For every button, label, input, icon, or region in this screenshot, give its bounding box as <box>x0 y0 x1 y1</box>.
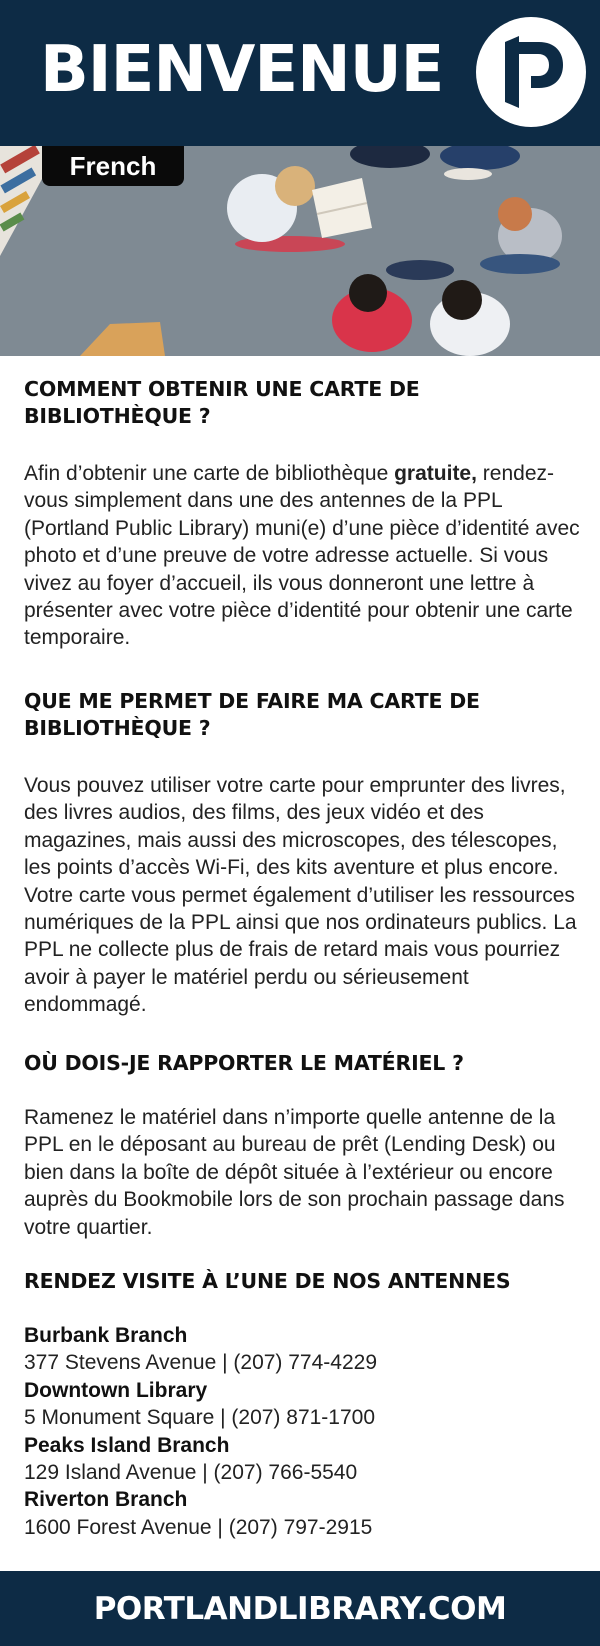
branch-item <box>24 1322 377 1377</box>
body-text: rendez-vous simplement dans une des antennes de la PPL (Portland Public Library) muni(e) d’une pièce d’identité avec photo et d’une preuve de votre adresse actuelle. Si vous vivez au foyer d’accueil, ils vous donneront une lettre à présenter avec votre pièce d’identité pour obtenir une carte temporaire. <box>24 462 580 650</box>
page-title: BIENVENUE <box>40 33 444 107</box>
branch-name: Burbank Branch <box>24 1324 188 1347</box>
branch-item <box>24 1486 377 1541</box>
section-heading-get-card: COMMENT OBTENIR UNE CARTE DE BIBLIOTHÈQUE ? <box>24 377 420 428</box>
section-body-get-card <box>24 460 580 652</box>
branch-list <box>24 1322 377 1541</box>
branch-name: Downtown Library <box>24 1378 208 1402</box>
branch-name: Riverton Branch <box>24 1488 188 1512</box>
section-heading-return-items: OÙ DOIS-JE RAPPORTER LE MATÉRIEL ? <box>24 1051 464 1075</box>
header-banner <box>0 0 600 146</box>
body-text: Afin d’obtenir une carte de bibliothèque <box>24 462 395 485</box>
branch-item <box>24 1432 377 1487</box>
branch-item <box>24 1377 377 1432</box>
language-badge: French <box>42 146 184 186</box>
branch-address-phone: 129 Island Avenue | (207) 766-5540 <box>24 1461 358 1485</box>
branch-address-phone: 1600 Forest Avenue | (207) 797-2915 <box>24 1515 373 1539</box>
footer-website[interactable]: PORTLANDLIBRARY.COM <box>0 1571 600 1646</box>
branch-name: Peaks Island Branch <box>24 1433 230 1457</box>
branch-address-phone: 377 Stevens Avenue | (207) 774-4229 <box>24 1351 378 1375</box>
branch-address-phone: 5 Monument Square | (207) 871-1700 <box>24 1406 376 1430</box>
section-heading-card-uses: QUE ME PERMET DE FAIRE MA CARTE DE BIBLIOTHÈQUE ? <box>24 689 480 740</box>
section-heading-visit-branches: RENDEZ VISITE À L’UNE DE NOS ANTENNES <box>24 1269 511 1293</box>
section-body-return-items: Ramenez le matériel dans n’importe quelle antenne de la PPL en le déposant au bureau de prêt (Lending Desk) ou bien dans la boîte de dépôt située à l’extérieur ou encore auprès du Bookmobile lors de son prochain passage dans votre quartier. <box>24 1106 565 1239</box>
section-body-card-uses: Vous pouvez utiliser votre carte pour emprunter des livres, des livres audios, des films, des jeux vidéo et des magazines, mais aussi des microscopes, des télescopes, les points d’accès Wi-Fi, des kits aventure et plus encore. Votre carte vous permet également d’utiliser les ressources numériques de la PPL ainsi que nos ordinateurs publics. La PPL ne collecte plus de frais de retard mais vous pourriez avoir à payer le matériel perdu ou sérieusement endommagé. <box>24 774 577 1017</box>
free-emphasis: gratuite, <box>394 462 477 485</box>
ppl-logo-icon <box>475 16 587 128</box>
